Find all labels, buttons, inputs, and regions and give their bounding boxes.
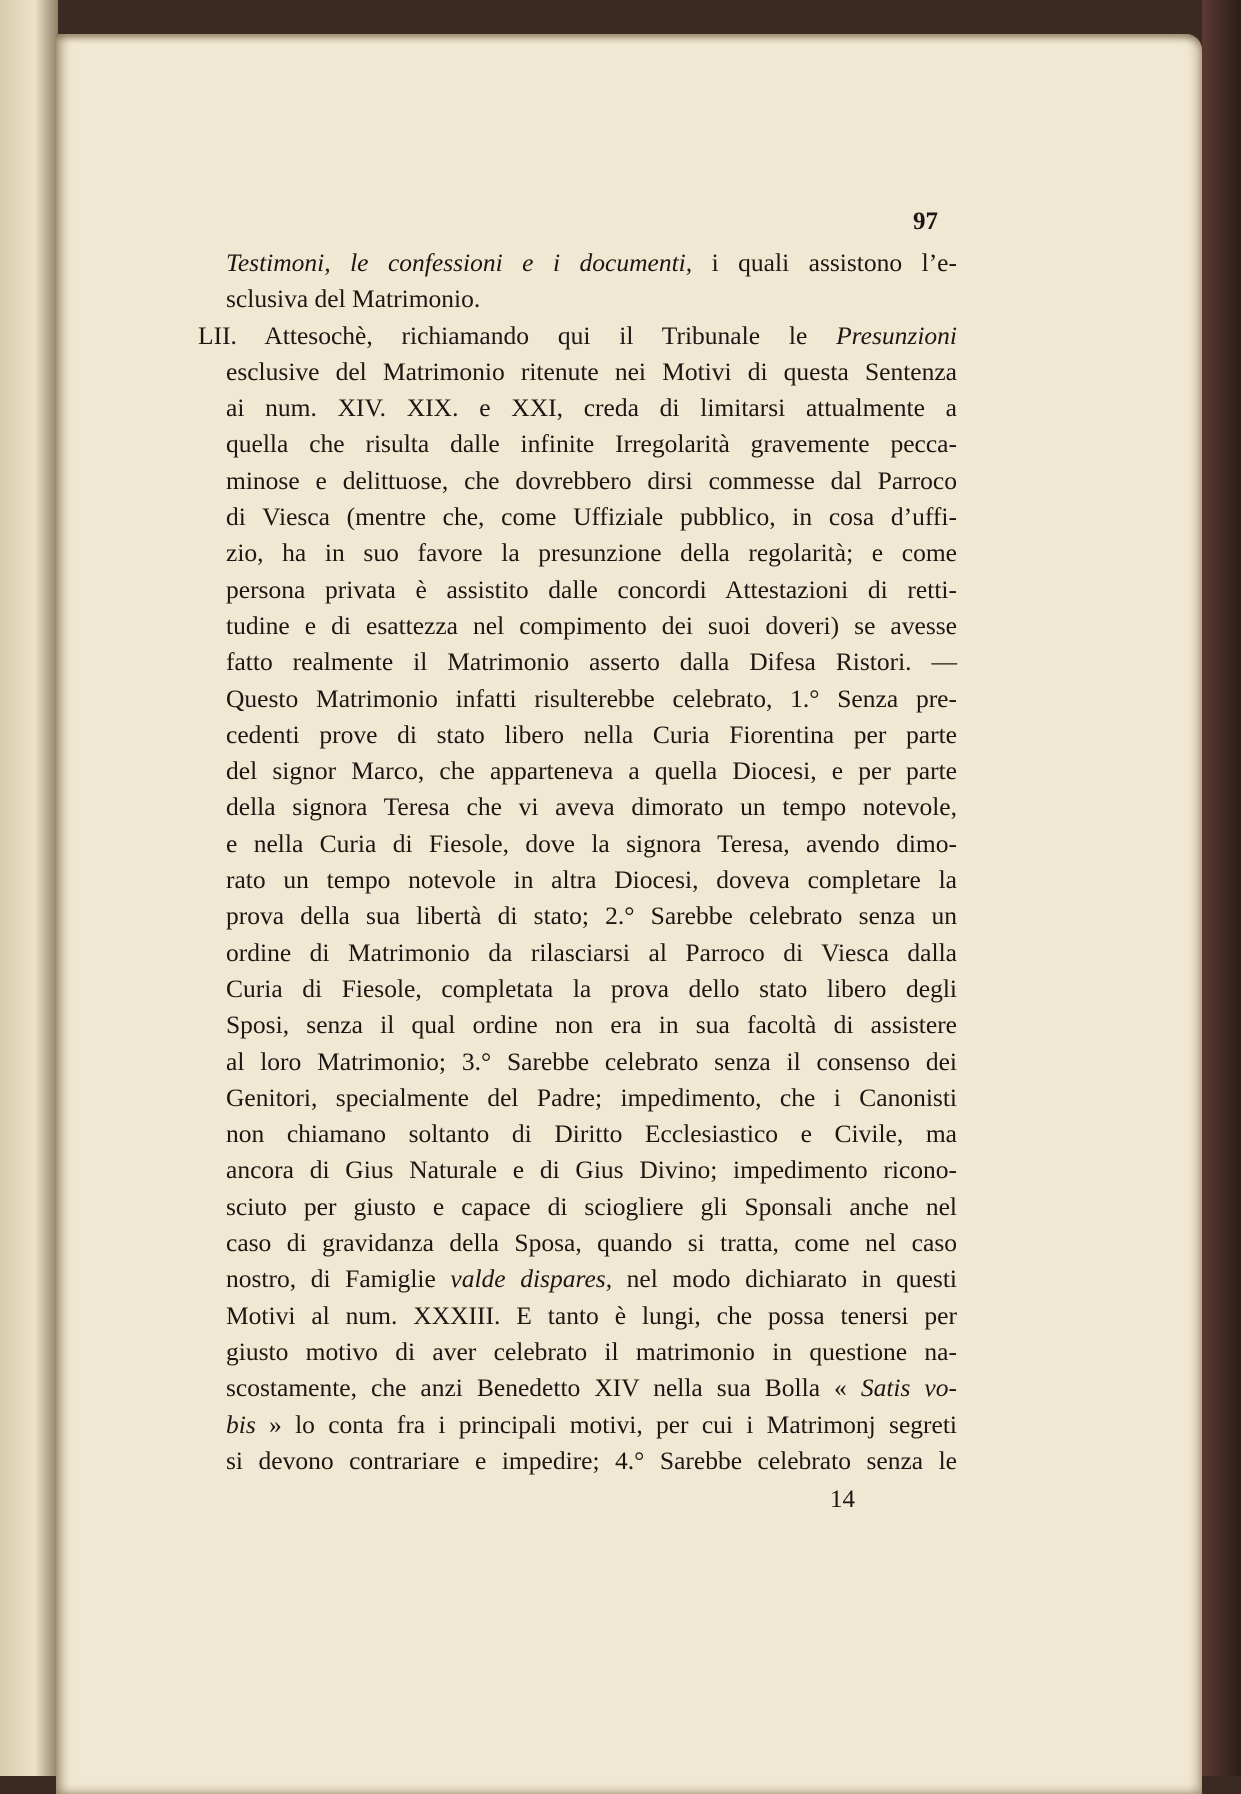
- text-line: [226, 971, 957, 1007]
- text-segment: Genitori, specialmente del Padre; impedimento, che i Canonisti: [226, 1082, 957, 1112]
- text-segment: caso di gravidanza della Sposa, quando si tratta, come nel caso: [226, 1228, 957, 1258]
- text-segment: i quali assistono l’e-: [692, 248, 957, 277]
- text-segment: giusto motivo di aver celebrato il matrimonio in questione na-: [226, 1336, 957, 1366]
- text-segment: Sposi, senza il qual ordine non era in sua facoltà di assistere: [226, 1010, 957, 1040]
- text-segment: scostamente, che anzi Benedetto XIV nella sua Bolla «: [226, 1373, 861, 1403]
- text-line: [226, 390, 957, 426]
- text-line: [226, 1407, 957, 1443]
- text-line: [226, 608, 957, 644]
- text-line: [226, 281, 957, 317]
- italic-text: Testimoni, le confessioni e i documenti,: [226, 248, 693, 277]
- text-line: [226, 1044, 957, 1080]
- text-segment: Motivi al num. XXXIII. E tanto è lungi, che possa tenersi per: [226, 1300, 957, 1330]
- text-line: [198, 318, 957, 354]
- italic-text: bis: [226, 1409, 256, 1439]
- text-segment: fatto realmente il Matrimonio asserto dalla Difesa Ristori. —: [226, 647, 957, 677]
- text-line: [226, 1334, 957, 1370]
- page-right-edge: [1202, 0, 1241, 1776]
- text-line: [226, 463, 957, 499]
- text-segment: del signor Marco, che apparteneva a quella Diocesi, e per parte: [226, 756, 957, 786]
- text-line: [226, 572, 957, 608]
- text-line: [226, 1225, 957, 1261]
- text-line: [226, 898, 957, 934]
- text-segment: nel modo dichiarato in questi: [612, 1264, 957, 1294]
- text-segment: LII. Attesochè, richiamando qui il Tribunale le: [198, 320, 837, 350]
- text-segment: zio, ha in suo favore la presunzione della regolarità; e come: [226, 538, 957, 568]
- text-segment: Questo Matrimonio infatti risulterebbe celebrato, 1.° Senza pre-: [226, 683, 957, 713]
- text-line: [226, 1007, 957, 1043]
- text-line: [226, 1152, 957, 1188]
- text-line: [226, 789, 957, 825]
- text-line: [226, 1189, 957, 1225]
- text-segment: sciuto per giusto e capace di sciogliere gli Sponsali anche nel: [226, 1191, 957, 1221]
- text-line: [226, 426, 957, 462]
- text-line: [226, 717, 957, 753]
- text-line: [226, 1443, 957, 1479]
- text-line: [226, 935, 957, 971]
- page-number: 97: [913, 208, 938, 235]
- text-line: [226, 681, 957, 717]
- text-line: [226, 499, 957, 535]
- text-line: [226, 753, 957, 789]
- text-line: [226, 1370, 957, 1406]
- text-line: [226, 862, 957, 898]
- text-segment: quella che risulta dalle infinite Irregolarità gravemente pecca-: [226, 429, 957, 459]
- text-line: [226, 1261, 957, 1297]
- text-segment: sclusiva del Matrimonio.: [226, 284, 481, 314]
- italic-text: valde dispares,: [450, 1264, 613, 1294]
- signature-mark: 14: [830, 1486, 855, 1513]
- text-line: [226, 826, 957, 862]
- text-segment: di Viesca (mentre che, come Uffiziale pubblico, in cosa d’uffi-: [226, 502, 957, 532]
- text-line: [226, 1298, 957, 1334]
- text-segment: ai num. XIV. XIX. e XXI, creda di limitarsi attualmente a: [226, 393, 957, 423]
- text-line: [226, 1080, 957, 1116]
- text-line: [226, 354, 957, 390]
- text-segment: esclusive del Matrimonio ritenute nei Motivi di questa Sentenza: [226, 356, 957, 386]
- text-segment: e nella Curia di Fiesole, dove la signora Teresa, avendo dimo-: [226, 828, 957, 858]
- text-segment: rato un tempo notevole in altra Diocesi, doveva completare la: [226, 865, 957, 895]
- text-segment: ordine di Matrimonio da rilasciarsi al Parroco di Viesca dalla: [226, 937, 957, 967]
- text-segment: ancora di Gius Naturale e di Gius Divino; impedimento ricono-: [226, 1155, 957, 1185]
- text-segment: prova della sua libertà di stato; 2.° Sarebbe celebrato senza un: [226, 901, 957, 931]
- text-line: [226, 245, 957, 281]
- text-segment: della signora Teresa che vi aveva dimorato un tempo notevole,: [226, 792, 957, 822]
- italic-text: Satis vo-: [860, 1373, 957, 1403]
- text-segment: al loro Matrimonio; 3.° Sarebbe celebrato senza il consenso dei: [226, 1046, 957, 1076]
- text-segment: non chiamano soltanto di Diritto Ecclesiastico e Civile, ma: [226, 1119, 957, 1149]
- text-segment: persona privata è assistito dalle concordi Attestazioni di retti-: [226, 574, 957, 604]
- italic-text: Presunzioni: [836, 320, 957, 350]
- facing-page-edge: [0, 0, 58, 1776]
- text-segment: tudine e di esattezza nel compimento dei suoi doveri) se avesse: [226, 610, 957, 640]
- text-segment: si devono contrariare e impedire; 4.° Sarebbe celebrato senza le: [226, 1445, 957, 1475]
- text-segment: minose e delittuose, che dovrebbero dirsi commesse dal Parroco: [226, 465, 957, 495]
- text-segment: » lo conta fra i principali motivi, per cui i Matrimonj segreti: [255, 1409, 957, 1439]
- text-segment: cedenti prove di stato libero nella Curia Fiorentina per parte: [226, 719, 957, 749]
- body-text: [198, 245, 957, 1479]
- text-segment: Curia di Fiesole, completata la prova dello stato libero degli: [226, 973, 957, 1003]
- text-line: [226, 535, 957, 571]
- text-line: [226, 1116, 957, 1152]
- text-line: [226, 644, 957, 680]
- text-segment: nostro, di Famiglie: [226, 1264, 451, 1294]
